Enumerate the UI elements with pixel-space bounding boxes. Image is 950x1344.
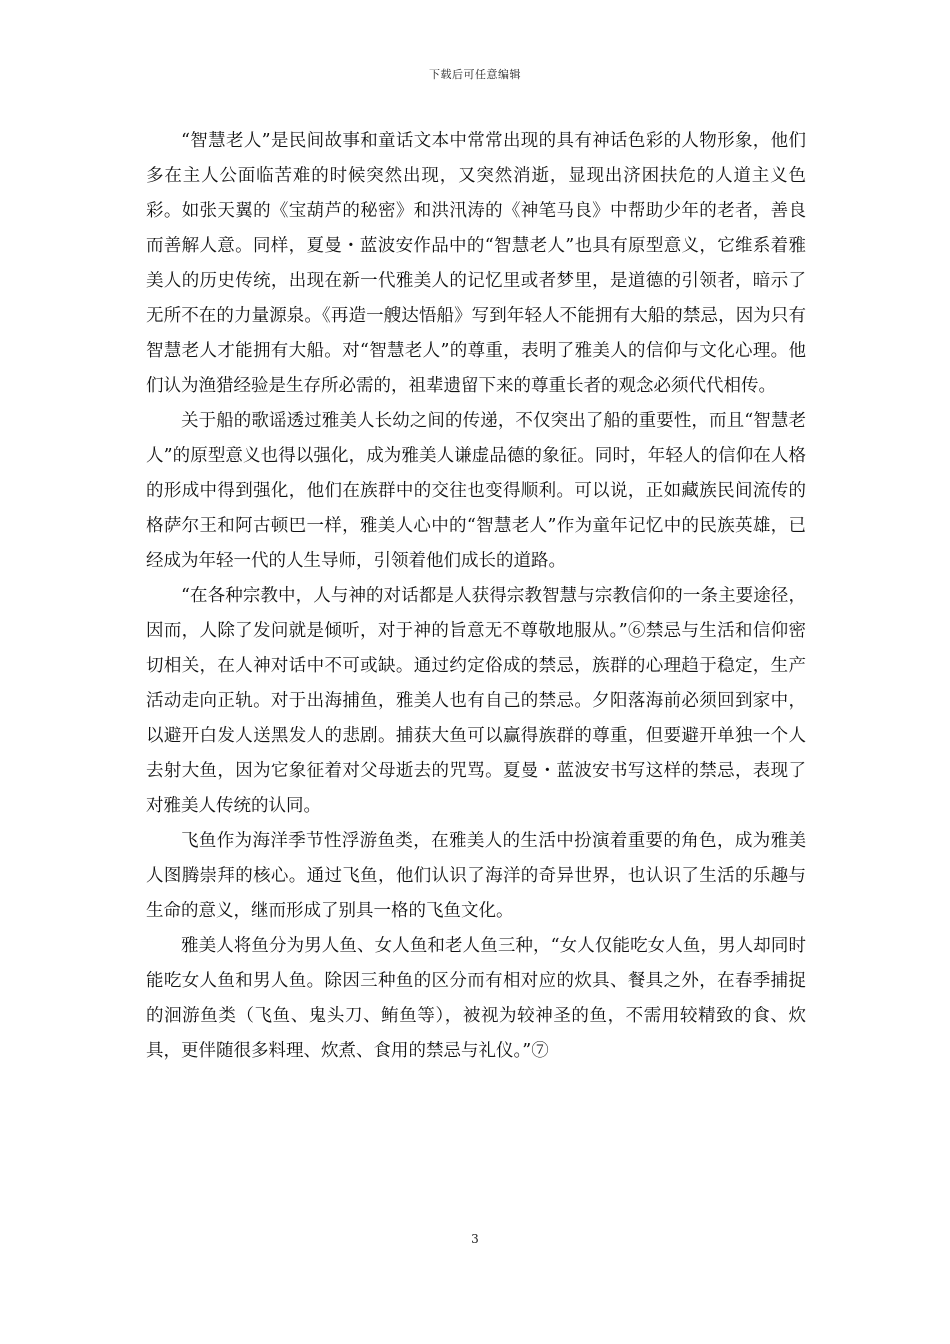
document-body [146, 124, 806, 1069]
page-header: 下载后可任意编辑 [429, 68, 521, 81]
paragraph: “在各种宗教中，人与神的对话都是人获得宗教智慧与宗教信仰的一条主要途径，因而，人除了发问就是倾听，对于神的旨意无不尊敬地服从。”⑥禁忌与生活和信仰密切相关，在人神对话中不可或缺。通过约定俗成的禁忌，族群的心理趋于稳定，生产活动走向正轨。对于出海捕鱼，雅美人也有自己的禁忌。夕阳落海前必须回到家中，以避开白发人送黑发人的悲剧。捕获大鱼可以赢得族群的尊重，但要避开单独一个人去射大鱼，因为它象征着对父母逝去的咒骂。夏曼・蓝波安书写这样的禁忌，表现了对雅美人传统的认同。 [146, 586, 806, 816]
paragraph: 飞鱼作为海洋季节性浮游鱼类，在雅美人的生活中扮演着重要的角色，成为雅美人图腾崇拜的核心。通过飞鱼，他们认识了海洋的奇异世界，也认识了生活的乐趣与生命的意义，继而形成了别具一格的飞鱼文化。 [146, 831, 806, 921]
page-number: 3 [471, 1232, 479, 1246]
paragraph: “智慧老人”是民间故事和童话文本中常常出现的具有神话色彩的人物形象，他们多在主人公面临苦难的时候突然出现，又突然消逝，显现出济困扶危的人道主义色彩。如张天翼的《宝葫芦的秘密》和洪汛涛的《神笔马良》中帮助少年的老者，善良而善解人意。同样，夏曼・蓝波安作品中的“智慧老人”也具有原型意义，它维系着雅美人的历史传统，出现在新一代雅美人的记忆里或者梦里，是道德的引领者，暗示了无所不在的力量源泉。《再造一艘达悟船》写到年轻人不能拥有大船的禁忌，因为只有智慧老人才能拥有大船。对“智慧老人”的尊重，表明了雅美人的信仰与文化心理。他们认为渔猎经验是生存所必需的，祖辈遗留下来的尊重长者的观念必须代代相传。 [146, 131, 806, 396]
paragraph: 关于船的歌谣透过雅美人长幼之间的传递，不仅突出了船的重要性，而且“智慧老人”的原型意义也得以强化，成为雅美人谦虚品德的象征。同时，年轻人的信仰在人格的形成中得到强化，他们在族群中的交往也变得顺利。可以说，正如藏族民间流传的格萨尔王和阿古顿巴一样，雅美人心中的“智慧老人”作为童年记忆中的民族英雄，已经成为年轻一代的人生导师，引领着他们成长的道路。 [146, 411, 806, 571]
paragraph: 雅美人将鱼分为男人鱼、女人鱼和老人鱼三种，“女人仅能吃女人鱼，男人却同时能吃女人鱼和男人鱼。除因三种鱼的区分而有相对应的炊具、餐具之外，在春季捕捉的洄游鱼类（飞鱼、鬼头刀、鲔鱼等），被视为较神圣的鱼，不需用较精致的食、炊具，更伴随很多料理、炊煮、食用的禁忌与礼仪。”⑦ [146, 936, 806, 1061]
